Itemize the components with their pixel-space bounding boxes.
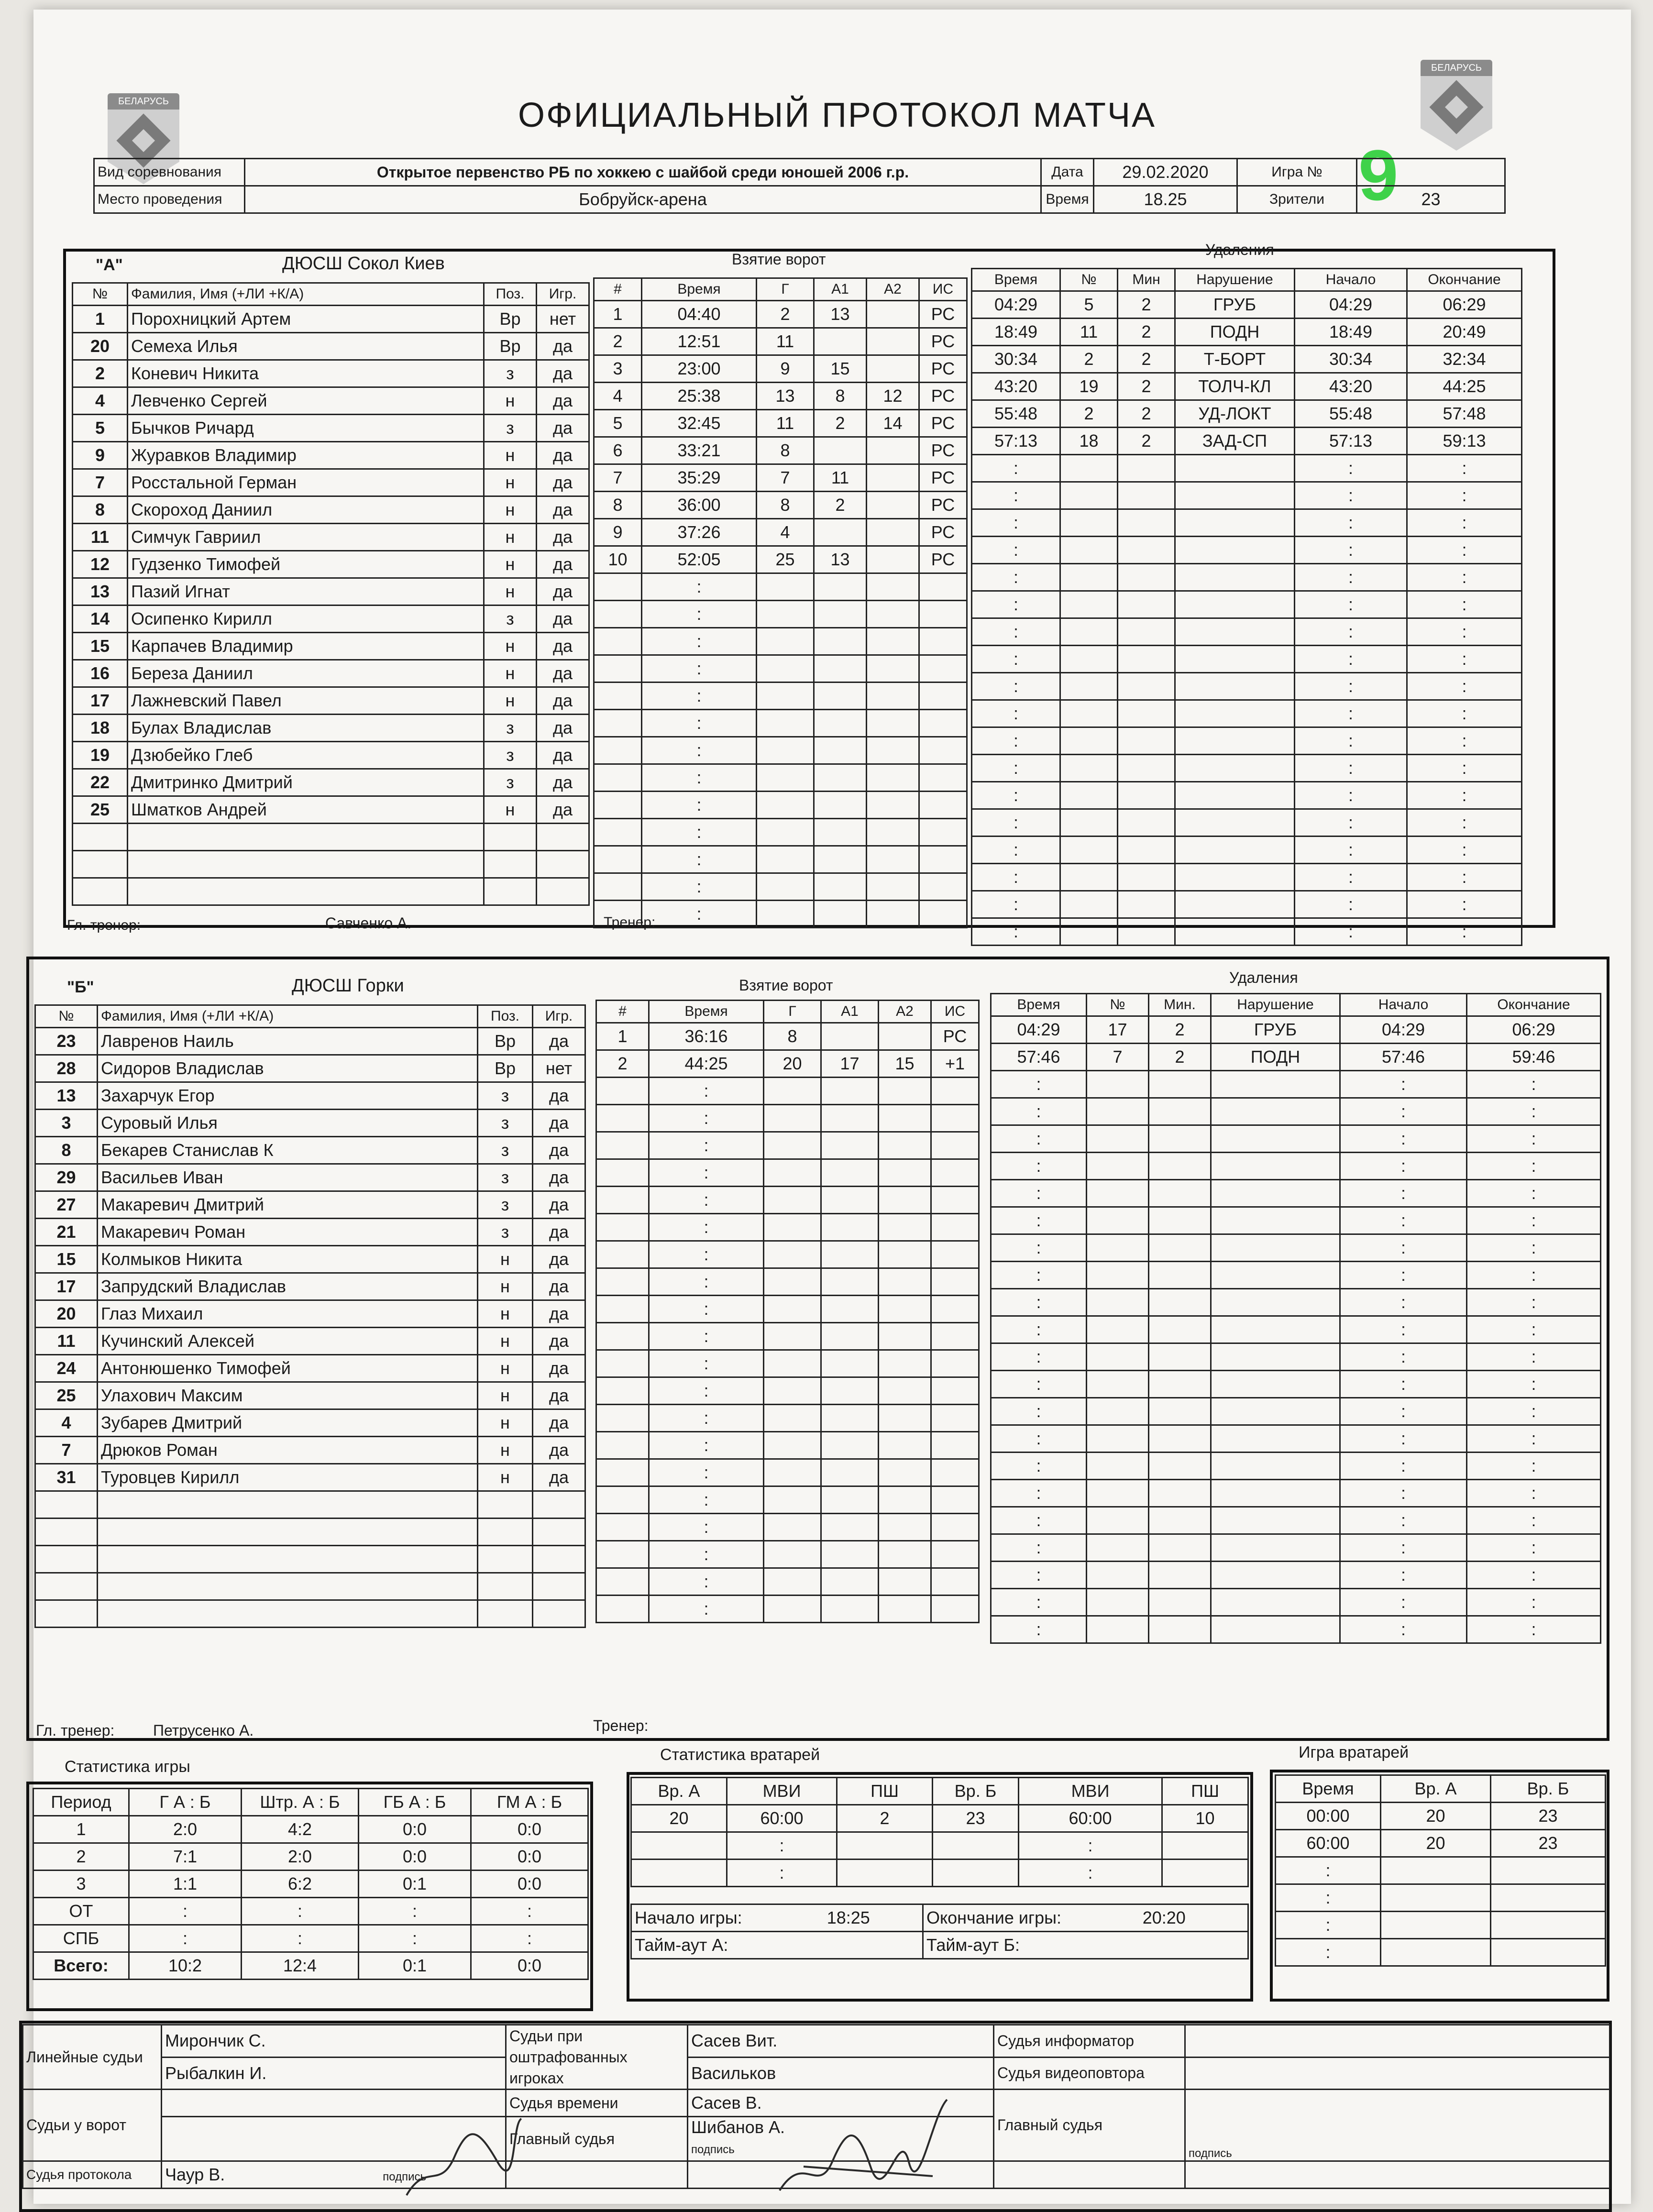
table-row: : : :	[991, 1589, 1601, 1616]
table-row: 2 44:25 20 17 15 +1	[596, 1050, 979, 1078]
table-row: :	[596, 1514, 979, 1541]
table-row: :	[596, 1377, 979, 1405]
table-row: : : :	[991, 1371, 1601, 1398]
team-b-penalties	[990, 993, 1601, 1644]
table-row: 13 Захарчук Егор з да	[35, 1082, 585, 1110]
stats-header: Период Г А : Б Штр. А : Б ГБ А : Б ГМ А : Б	[33, 1789, 588, 1816]
table-row: 1 36:16 8 РС	[596, 1023, 979, 1050]
match-info-table: Вид соревнования Открытое первенство РБ по хоккею с шайбой среди юношей 2006 г.р. Дата 29.02.2020 Игра № Место проведения Бобруйск-арена Время 18.25 Зрители 23	[93, 158, 1506, 214]
goalie-game-table	[1275, 1774, 1606, 1967]
table-row: :	[596, 1459, 979, 1486]
table-row: :	[596, 1105, 979, 1132]
table-row: 7 Росстальной Герман н да	[73, 469, 589, 496]
table-row: : : :	[972, 591, 1522, 618]
table-row: :	[594, 846, 967, 873]
game-start: 18:25	[775, 1904, 923, 1932]
team-a-coach: Савченко А.	[325, 914, 412, 932]
table-row: :	[594, 901, 967, 928]
table-row: Всего: 10:2 12:4 0:1 0:0	[33, 1952, 588, 1980]
protocol-judge: Чаур В. подпись	[162, 2161, 506, 2189]
goals-header: # Время Г А1 А2 ИС	[594, 278, 967, 301]
table-row: 25 Шматков Андрей н да	[73, 796, 589, 824]
table-row: 7 Дрюков Роман н да	[35, 1437, 585, 1464]
table-row: : : :	[972, 700, 1522, 727]
table-row: 20 60:00 2 23 60:00 10	[631, 1805, 1248, 1832]
table-row: :	[594, 628, 967, 655]
goalie-stats-table	[630, 1777, 1249, 1887]
table-row: 21 Макаревич Роман з да	[35, 1219, 585, 1246]
competition-value: Открытое первенство РБ по хоккею с шайбой среди юношей 2006 г.р.	[245, 159, 1041, 186]
game-stats-table	[33, 1788, 589, 1980]
logo-text: БЕЛАРУСЬ	[1421, 60, 1492, 76]
table-row: 7 35:29 7 11 РС	[594, 464, 967, 492]
table-row: : : :	[972, 482, 1522, 509]
table-row	[35, 1519, 585, 1546]
table-row: 23 Лавренов Наиль Вр да	[35, 1028, 585, 1055]
handwritten-game-number: 9	[1358, 135, 1399, 215]
table-row: 4 25:38 13 8 12 РС	[594, 383, 967, 410]
table-row: 1 2:0 4:2 0:0 0:0	[33, 1816, 588, 1843]
table-row: 8 Скороход Даниил н да	[73, 496, 589, 524]
roster-header: № Фамилия, Имя (+ЛИ +К/А) Поз. Игр.	[73, 283, 589, 306]
right-belarus-logo	[1421, 60, 1492, 151]
venue-value: Бобруйск-арена	[245, 186, 1041, 213]
table-row: 14 Осипенко Кирилл з да	[73, 605, 589, 633]
table-row: :	[596, 1268, 979, 1296]
table-row: 29 Васильев Иван з да	[35, 1164, 585, 1191]
game-stats-title: Статистика игры	[65, 1758, 190, 1776]
table-row: : : :	[972, 864, 1522, 891]
table-row: :	[596, 1296, 979, 1323]
team-b-goals	[595, 1000, 980, 1623]
goalie-stats-header: Вр. А МВИ ПШ Вр. Б МВИ ПШ	[631, 1778, 1248, 1805]
table-row: : : :	[972, 509, 1522, 537]
table-row: :	[1276, 1939, 1606, 1966]
table-row	[73, 851, 589, 878]
time-value: 18.25	[1094, 186, 1237, 213]
table-row: :	[596, 1350, 979, 1377]
table-row: :	[596, 1078, 979, 1105]
table-row: : : :	[972, 537, 1522, 564]
table-row: 57:46 7 2 ПОДН 57:46 59:46	[991, 1044, 1601, 1071]
table-row: :	[594, 573, 967, 601]
table-row: 4 Левченко Сергей н да	[73, 387, 589, 415]
table-row: 18 Булах Владислав з да	[73, 715, 589, 742]
table-row: : : :	[972, 809, 1522, 836]
logo-text: БЕЛАРУСЬ	[108, 93, 179, 110]
table-row: : : :	[991, 1289, 1601, 1316]
table-row: 1 04:40 2 13 РС	[594, 301, 967, 328]
table-row: 18:49 11 2 ПОДН 18:49 20:49	[972, 319, 1522, 346]
table-row: 00:00 20 23	[1276, 1803, 1606, 1830]
table-row: 17 Запрудский Владислав н да	[35, 1273, 585, 1300]
table-row: :	[1276, 1912, 1606, 1939]
table-row: 24 Антонюшенко Тимофей н да	[35, 1355, 585, 1382]
table-row: :	[594, 819, 967, 846]
timekeeper-name: Сасев В.	[688, 2090, 994, 2117]
game-number-value	[1357, 159, 1505, 186]
table-row: 5 Бычков Ричард з да	[73, 415, 589, 442]
table-row	[35, 1546, 585, 1573]
table-row: :	[596, 1596, 979, 1623]
team-b-name: ДЮСШ Горки	[292, 976, 404, 996]
table-row: : : :	[972, 564, 1522, 591]
table-row: :	[1276, 1857, 1606, 1884]
linesman-2: Рыбалкин И.	[162, 2057, 506, 2090]
goalie-stats-title: Статистика вратарей	[660, 1746, 820, 1764]
table-row: : : :	[991, 1153, 1601, 1180]
table-row: 43:20 19 2 ТОЛЧ-КЛ 43:20 44:25	[972, 373, 1522, 400]
table-row: 9 37:26 4 РС	[594, 519, 967, 546]
table-row: 25 Улахович Максим н да	[35, 1382, 585, 1409]
table-row: 55:48 2 2 УД-ЛОКТ 55:48 57:48	[972, 400, 1522, 428]
table-row: 4 Зубарев Дмитрий н да	[35, 1409, 585, 1437]
table-row: : : :	[991, 1480, 1601, 1507]
table-row: : : :	[991, 1343, 1601, 1371]
table-row: :	[596, 1241, 979, 1268]
table-row: 9 Журавков Владимир н да	[73, 442, 589, 469]
table-row: 16 Береза Даниил н да	[73, 660, 589, 687]
table-row: : : :	[991, 1562, 1601, 1589]
goals-header: # Время Г А1 А2 ИС	[596, 1001, 979, 1023]
table-row: : : :	[991, 1398, 1601, 1425]
table-row: : : :	[972, 618, 1522, 646]
table-row: :	[1276, 1884, 1606, 1912]
table-row: : : :	[991, 1534, 1601, 1562]
table-row: :	[594, 737, 967, 764]
team-b-coach: Петрусенко А.	[153, 1722, 254, 1739]
penalty-judge-1: Сасев Вит.	[688, 2025, 994, 2058]
table-row: :	[594, 601, 967, 628]
team-a-roster	[72, 282, 590, 906]
table-row: : : :	[991, 1125, 1601, 1153]
table-row: 19 Дзюбейко Глеб з да	[73, 742, 589, 769]
table-row	[35, 1573, 585, 1600]
table-row: СПБ : : : :	[33, 1925, 588, 1952]
table-row: : : :	[972, 727, 1522, 755]
table-row: 8 Бекарев Станислав К з да	[35, 1137, 585, 1164]
table-row: : :	[631, 1832, 1248, 1860]
signature-goal-judge	[402, 2114, 526, 2200]
team-a-goals	[593, 277, 968, 928]
table-row: :	[594, 792, 967, 819]
table-row: : :	[631, 1860, 1248, 1887]
table-row: :	[596, 1568, 979, 1596]
table-row: :	[596, 1159, 979, 1187]
penalties-header: Время № Мин. Нарушение Начало Окончание	[991, 994, 1601, 1016]
chief-referee-name: Шибанов А. подпись	[688, 2117, 994, 2161]
table-row: 3 23:00 9 15 РС	[594, 355, 967, 383]
table-row: 2 Коневич Никита з да	[73, 360, 589, 387]
table-row: :	[596, 1432, 979, 1459]
table-row: 3 Суровый Илья з да	[35, 1110, 585, 1137]
team-a-name: ДЮСШ Сокол Киев	[282, 253, 445, 274]
table-row: 6 33:21 8 РС	[594, 437, 967, 464]
table-row: 3 1:1 6:2 0:1 0:0	[33, 1871, 588, 1898]
table-row: 60:00 20 23	[1276, 1830, 1606, 1857]
table-row: 13 Пазий Игнат н да	[73, 578, 589, 605]
table-row: :	[596, 1323, 979, 1350]
table-row: :	[594, 655, 967, 682]
table-row: : : :	[972, 782, 1522, 809]
linesman-1: Мирончик С.	[162, 2025, 506, 2058]
roster-header: № Фамилия, Имя (+ЛИ +К/А) Поз. Игр.	[35, 1005, 585, 1028]
table-row: : : :	[972, 455, 1522, 482]
table-row: 30:34 2 2 Т-БОРТ 30:34 32:34	[972, 346, 1522, 373]
table-row: 57:13 18 2 ЗАД-СП 57:13 59:13	[972, 428, 1522, 455]
table-row: 04:29 17 2 ГРУБ 04:29 06:29	[991, 1016, 1601, 1044]
penalties-header: Время № Мин Нарушение Начало Окончание	[972, 269, 1522, 291]
table-row: : : :	[991, 1180, 1601, 1207]
table-row: : : :	[972, 836, 1522, 864]
table-row: : : :	[991, 1234, 1601, 1262]
table-row	[73, 878, 589, 905]
table-row: 04:29 5 2 ГРУБ 04:29 06:29	[972, 291, 1522, 319]
table-row: : : :	[972, 918, 1522, 946]
team-b-roster	[34, 1004, 586, 1628]
table-row	[35, 1491, 585, 1519]
table-row: 31 Туровцев Кирилл н да	[35, 1464, 585, 1491]
table-row: 20 Семеха Илья Вр да	[73, 333, 589, 360]
table-row: :	[594, 873, 967, 901]
table-row: : : :	[991, 1262, 1601, 1289]
table-row: :	[596, 1132, 979, 1159]
goalie-game-title: Игра вратарей	[1299, 1743, 1409, 1761]
table-row: :	[596, 1405, 979, 1432]
table-row: : : :	[991, 1071, 1601, 1098]
table-row: :	[594, 764, 967, 792]
table-row: 2 7:1 2:0 0:0 0:0	[33, 1843, 588, 1871]
table-row: :	[596, 1486, 979, 1514]
table-row: 12 Гудзенко Тимофей н да	[73, 551, 589, 578]
table-row: : : :	[991, 1453, 1601, 1480]
table-row: 20 Глаз Михаил н да	[35, 1300, 585, 1328]
table-row: 28 Сидоров Владислав Вр нет	[35, 1055, 585, 1082]
table-row: :	[594, 682, 967, 710]
table-row: :	[596, 1214, 979, 1241]
table-row: : : :	[991, 1425, 1601, 1453]
table-row: : : :	[972, 646, 1522, 673]
game-times-table: Начало игры: 18:25 Окончание игры: 20:20 Тайм-аут А: Тайм-аут Б:	[630, 1904, 1249, 1959]
table-row: 15 Карпачев Владимир н да	[73, 633, 589, 660]
table-row: 27 Макаревич Дмитрий з да	[35, 1191, 585, 1219]
table-row: : : :	[991, 1098, 1601, 1125]
table-row: 15 Колмыков Никита н да	[35, 1246, 585, 1273]
table-row: 2 12:51 11 РС	[594, 328, 967, 355]
table-row: 11 Кучинский Алексей н да	[35, 1328, 585, 1355]
table-row: 5 32:45 11 2 14 РС	[594, 410, 967, 437]
spectators-value: 23	[1357, 186, 1505, 213]
table-row	[73, 824, 589, 851]
officials-table: Линейные судьи Мирончик С. Судьи при оштрафованных игроках Сасев Вит. Судья информатор Рыбалкин И. Васильков Судья видеоповтора Судьи у ворот Судья времени Сасев В. Главный судья подпись Главный судья Шибанов А. подпись Судья протокола Чаур В. подпись	[22, 2024, 1610, 2189]
table-row: : : :	[991, 1316, 1601, 1343]
date-value: 29.02.2020	[1094, 159, 1237, 186]
table-row: ОТ : : : :	[33, 1898, 588, 1925]
table-row: : : :	[991, 1207, 1601, 1234]
table-row: 22 Дмитринко Дмитрий з да	[73, 769, 589, 796]
table-row: 11 Симчук Гавриил н да	[73, 524, 589, 551]
page-title: ОФИЦИАЛЬНЫЙ ПРОТОКОЛ МАТЧА	[518, 96, 1156, 134]
team-a-penalties	[971, 268, 1522, 946]
table-row: 1 Порохницкий Артем Вр нет	[73, 306, 589, 333]
penalty-judge-2: Васильков	[688, 2057, 994, 2090]
table-row: :	[596, 1187, 979, 1214]
table-row: : : :	[972, 673, 1522, 700]
table-row: 8 36:00 8 2 РС	[594, 492, 967, 519]
goalie-game-header: Время Вр. А Вр. Б	[1276, 1775, 1606, 1803]
table-row	[35, 1600, 585, 1628]
table-row: 10 52:05 25 13 РС	[594, 546, 967, 573]
signature-chief-referee	[775, 2095, 957, 2205]
table-row: : : :	[972, 755, 1522, 782]
table-row: : : :	[991, 1507, 1601, 1534]
table-row: : : :	[972, 891, 1522, 918]
table-row: :	[594, 710, 967, 737]
game-end: 20:20	[1081, 1904, 1248, 1932]
table-row: : : :	[991, 1616, 1601, 1643]
table-row: 17 Лажневский Павел н да	[73, 687, 589, 715]
table-row: :	[596, 1541, 979, 1568]
